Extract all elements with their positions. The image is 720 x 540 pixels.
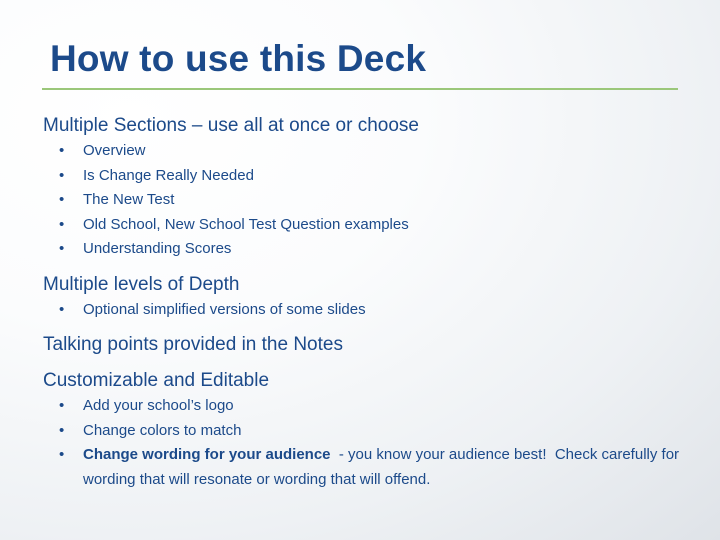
bullet-marker: • <box>59 142 65 159</box>
bullet-marker: • <box>59 446 65 463</box>
list-item-text: The New Test <box>83 191 175 208</box>
list-item-text: Add your school’s logo <box>83 397 234 414</box>
bullet-marker: • <box>59 240 65 257</box>
bullet-marker: • <box>59 300 65 318</box>
bullet-list <box>43 394 693 492</box>
list-item-text: - you know your audience best! Check carefully for wording that will resonate or wording that will offend. <box>83 446 684 488</box>
list-item-rich <box>43 443 693 492</box>
list-item <box>43 139 693 164</box>
section-heading: Multiple levels of Depth <box>43 273 240 295</box>
title-divider <box>42 88 678 90</box>
bullet-marker: • <box>59 421 65 439</box>
list-item <box>43 419 693 444</box>
bullet-marker: • <box>59 397 65 414</box>
bullet-marker: • <box>59 215 65 233</box>
list-item <box>43 213 693 238</box>
section-heading: Talking points provided in the Notes <box>43 334 343 355</box>
list-item <box>43 298 693 323</box>
list-item <box>43 237 693 262</box>
section-heading: Multiple Sections – use all at once or choose <box>43 115 419 136</box>
list-item-text: Change colors to match <box>83 421 242 439</box>
section-multiple-sections <box>43 112 693 262</box>
bullet-list <box>43 298 693 323</box>
bullet-marker: • <box>59 166 65 184</box>
section-levels-of-depth <box>43 271 693 323</box>
list-item <box>43 164 693 189</box>
bullet-list <box>43 139 693 262</box>
section-heading: Customizable and Editable <box>43 370 270 391</box>
list-item-text: Understanding Scores <box>83 240 232 257</box>
list-item-text: Old School, New School Test Question examples <box>83 215 409 233</box>
slide-content <box>43 112 693 492</box>
slide-title: How to use this Deck <box>50 38 427 79</box>
list-item <box>43 188 693 213</box>
list-item-text: Optional simplified versions of some slides <box>83 300 366 318</box>
list-item-bold-text: Change wording for your audience <box>83 446 331 463</box>
list-item-text: Is Change Really Needed <box>83 166 254 184</box>
list-item <box>43 394 693 419</box>
section-talking-points <box>43 331 693 358</box>
bullet-marker: • <box>59 191 65 208</box>
section-customizable <box>43 367 693 492</box>
list-item-text: Overview <box>83 142 146 159</box>
